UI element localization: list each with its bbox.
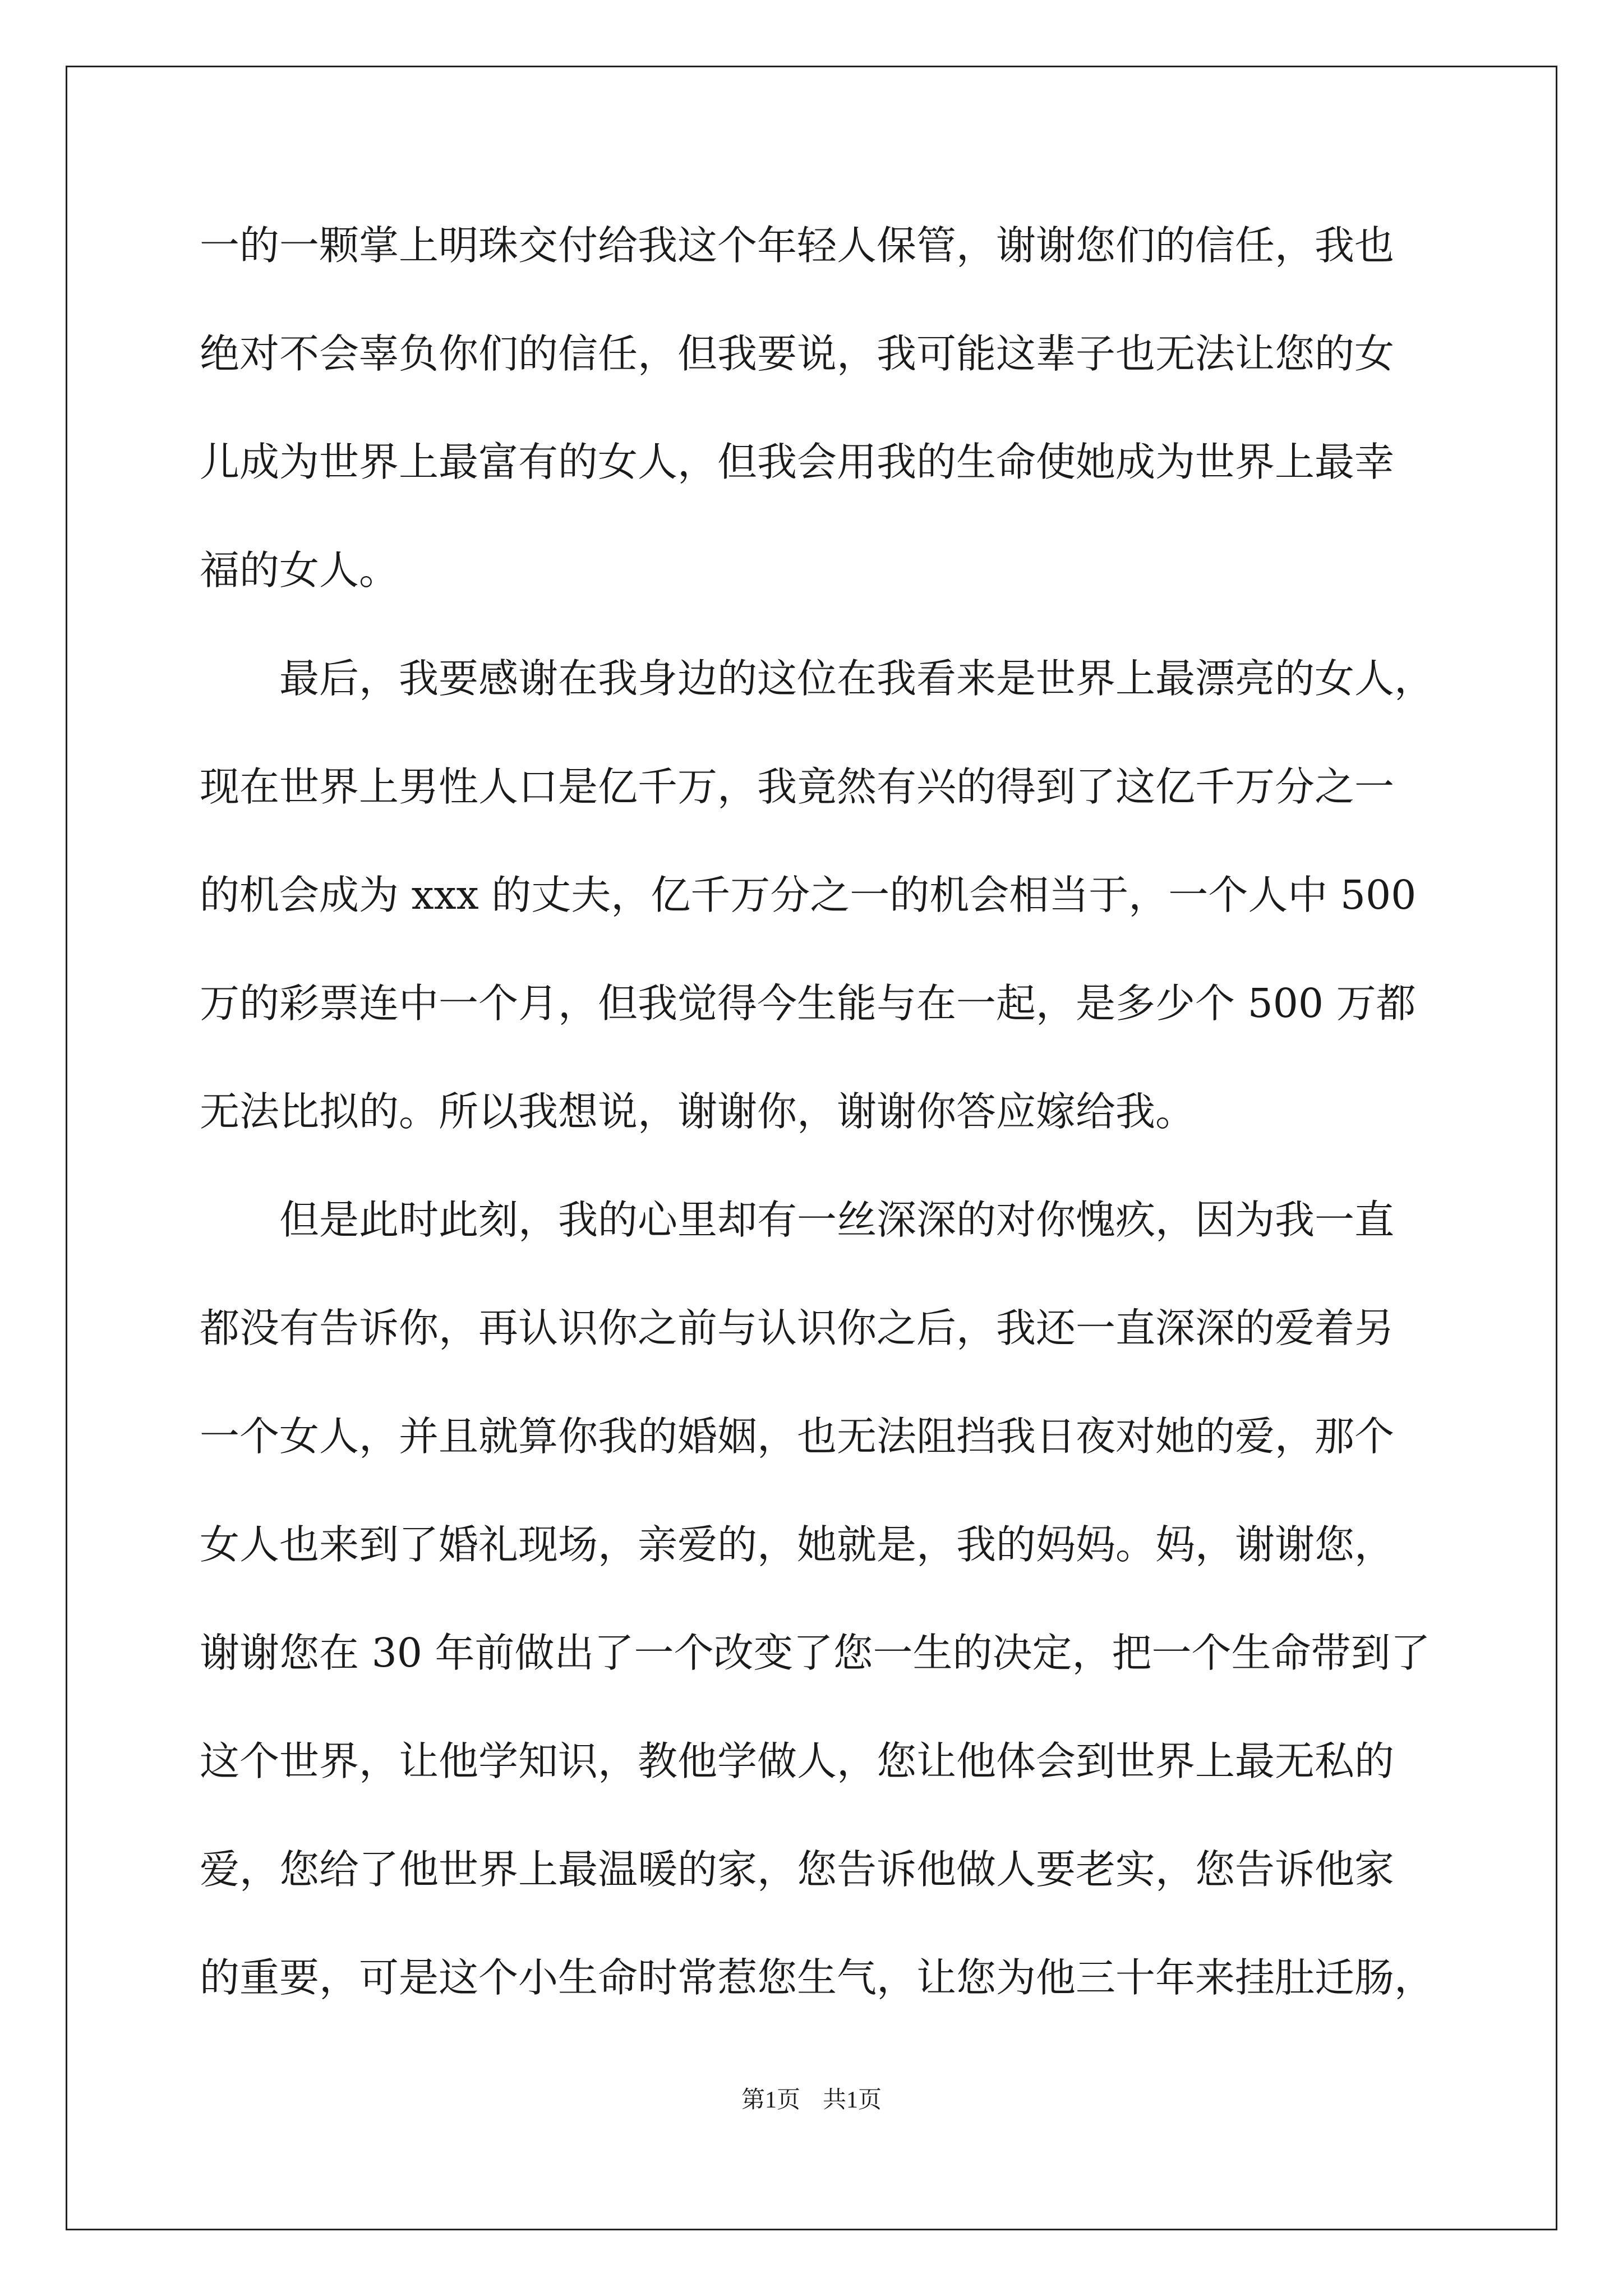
page-number: 第1页	[741, 2087, 800, 2113]
text-line: 都没有告诉你，再认识你之前与认识你之后，我还一直深深的爱着另	[200, 1305, 1395, 1351]
paragraph-start-line: 最后，我要感谢在我身边的这位在我看来是世界上最漂亮的女人，	[279, 655, 1435, 702]
paragraph-start-line: 但是此时此刻，我的心里却有一丝深深的对你愧疚，因为我一直	[279, 1197, 1395, 1243]
text-line: 无法比拟的。所以我想说，谢谢你，谢谢你答应嫁给我。	[200, 1088, 1196, 1135]
text-line: 万的彩票连中一个月，但我觉得今生能与在一起，是多少个 500 万都	[200, 980, 1416, 1027]
text-line: 的机会成为 xxx 的丈夫，亿千万分之一的机会相当于，一个人中 500	[200, 872, 1417, 918]
text-line: 福的女人。	[200, 547, 399, 593]
text-line: 女人也来到了婚礼现场，亲爱的，她就是，我的妈妈。妈，谢谢您，	[200, 1521, 1395, 1568]
text-line: 现在世界上男性人口是亿千万，我竟然有兴的得到了这亿千万分之一	[200, 763, 1395, 810]
text-line: 谢谢您在 30 年前做出了一个改变了您一生的决定，把一个生命带到了	[200, 1630, 1431, 1676]
page-footer	[0, 2081, 1623, 2115]
text-line: 的重要，可是这个小生命时常惹您生气，让您为他三十年来挂肚迁肠，	[200, 1954, 1435, 2001]
text-line: 绝对不会辜负你们的信任，但我要说，我可能这辈子也无法让您的女	[200, 330, 1395, 377]
text-line: 一的一颗掌上明珠交付给我这个年轻人保管，谢谢您们的信任，我也	[200, 222, 1395, 269]
page-total: 共1页	[823, 2087, 882, 2113]
text-line: 儿成为世界上最富有的女人，但我会用我的生命使她成为世界上最幸	[200, 439, 1395, 485]
text-line: 这个世界，让他学知识，教他学做人，您让他体会到世界上最无私的	[200, 1738, 1395, 1784]
text-line: 一个女人，并且就算你我的婚姻，也无法阻挡我日夜对她的爱，那个	[200, 1413, 1395, 1460]
text-line: 爱，您给了他世界上最温暖的家，您告诉他做人要老实，您告诉他家	[200, 1846, 1395, 1893]
document-body	[200, 208, 1433, 2048]
